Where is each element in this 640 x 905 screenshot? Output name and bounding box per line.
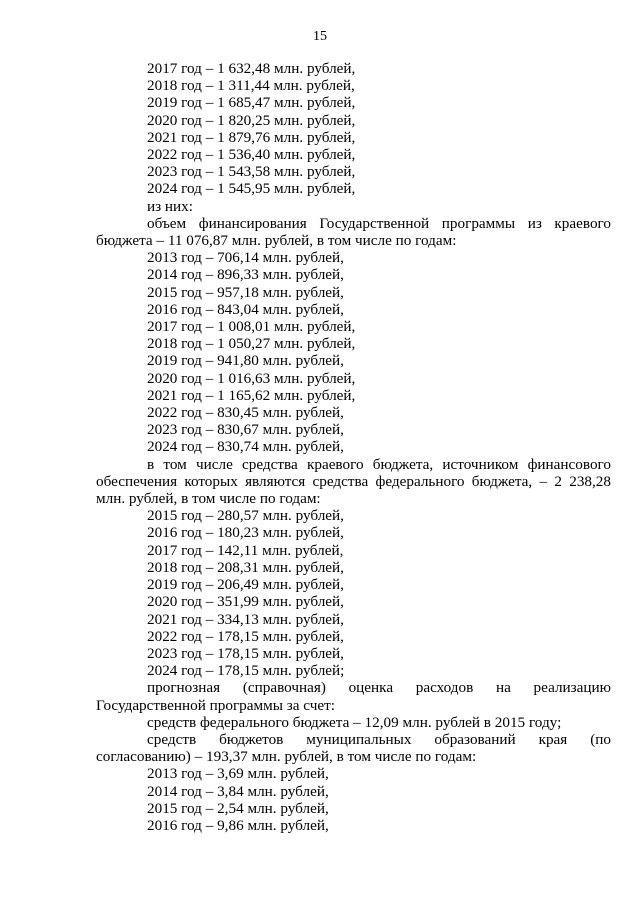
list-item: 2022 год – 1 536,40 млн. рублей,: [147, 146, 356, 164]
list-item: 2018 год – 208,31 млн. рублей,: [147, 558, 344, 576]
list-item: 2018 год – 1 311,44 млн. рублей,: [147, 77, 355, 95]
list-item: 2023 год – 1 543,58 млн. рублей,: [147, 163, 356, 181]
list-item: 2019 год – 206,49 млн. рублей,: [147, 576, 344, 594]
list-item: 2018 год – 1 050,27 млн. рублей,: [147, 335, 356, 353]
paragraph: [96, 731, 611, 765]
list-item: 2019 год – 941,80 млн. рублей,: [147, 352, 344, 370]
paragraph-text: в том числе средства краевого бюджета, источником финансового обеспечения которых являются средства федерального бюджета, – 2 238,28 млн. рублей, в том числе по годам:: [96, 455, 611, 508]
list-item: 2024 год – 1 545,95 млн. рублей,: [147, 180, 356, 198]
list-item: 2023 год – 178,15 млн. рублей,: [147, 644, 344, 662]
list-item: 2014 год – 3,84 млн. рублей,: [147, 782, 329, 800]
list-item: 2013 год – 706,14 млн. рублей,: [147, 249, 344, 267]
list-item: из них:: [147, 197, 193, 215]
paragraph-text: прогнозная (справочная) оценка расходов на реализацию Государственной программы за счет:: [96, 679, 611, 714]
list-item: средств федерального бюджета – 12,09 млн. рублей в 2015 году;: [147, 713, 562, 731]
paragraph: [96, 215, 611, 249]
list-item: 2013 год – 3,69 млн. рублей,: [147, 765, 329, 783]
list-item: 2017 год – 1 632,48 млн. рублей,: [147, 60, 356, 77]
list-item: 2017 год – 142,11 млн. рублей,: [147, 541, 344, 559]
list-item: 2016 год – 843,04 млн. рублей,: [147, 300, 344, 318]
list-item: 2015 год – 280,57 млн. рублей,: [147, 507, 344, 525]
list-item: 2020 год – 1 016,63 млн. рублей,: [147, 369, 356, 387]
paragraph-text: средств бюджетов муниципальных образований края (по согласованию) – 193,37 млн. рублей, в том числе по годам:: [96, 730, 611, 766]
list-item: 2022 год – 830,45 млн. рублей,: [147, 404, 344, 422]
paragraph: [96, 456, 611, 508]
paragraph-text: объем финансирования Государственной программы из краевого бюджета – 11 076,87 млн. рублей, в том числе по годам:: [96, 214, 611, 250]
list-item: 2021 год – 1 165,62 млн. рублей,: [147, 386, 356, 404]
list-item: 2015 год – 957,18 млн. рублей,: [147, 283, 344, 301]
list-item: 2015 год – 2,54 млн. рублей,: [147, 799, 329, 817]
list-item: 2021 год – 1 879,76 млн. рублей,: [147, 128, 356, 146]
list-item: 2016 год – 180,23 млн. рублей,: [147, 524, 344, 542]
page-number: 15: [313, 29, 327, 44]
list-item: 2016 год – 9,86 млн. рублей,: [147, 816, 329, 834]
list-item: 2020 год – 351,99 млн. рублей,: [147, 593, 344, 611]
document-body: [96, 60, 611, 834]
list-item: 2019 год – 1 685,47 млн. рублей,: [147, 94, 356, 112]
list-item: 2023 год – 830,67 млн. рублей,: [147, 421, 344, 439]
list-item: 2024 год – 178,15 млн. рублей;: [147, 662, 345, 680]
paragraph: [96, 679, 611, 713]
list-item: 2020 год – 1 820,25 млн. рублей,: [147, 111, 356, 129]
list-item: 2021 год – 334,13 млн. рублей,: [147, 610, 344, 628]
list-item: 2014 год – 896,33 млн. рублей,: [147, 266, 344, 284]
list-item: 2022 год – 178,15 млн. рублей,: [147, 627, 344, 645]
list-item: 2024 год – 830,74 млн. рублей,: [147, 438, 344, 456]
list-item: 2017 год – 1 008,01 млн. рублей,: [147, 318, 356, 336]
